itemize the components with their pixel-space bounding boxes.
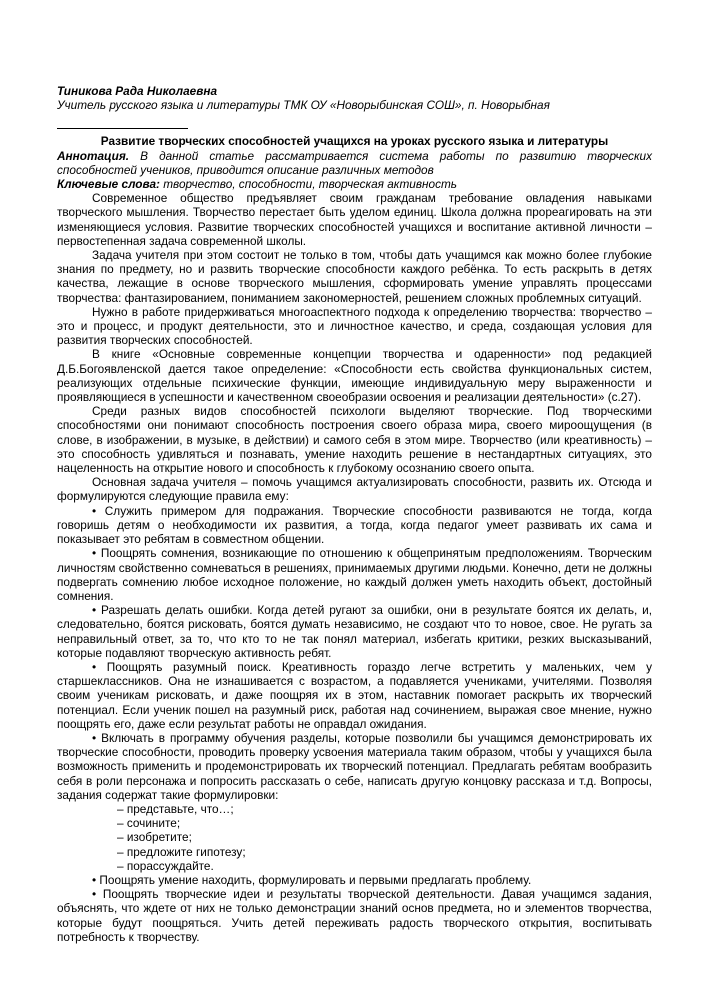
paragraph-5: Среди разных видов способностей психологи выделяют творческие. Под творческими способностями они понимают способность построения своего образа мира, своего мироощущения (в слове, в изображении, в музыке, в действии) и самого себя в этом мире. Творчество (или креативность) – это способность удивляться и познавать, умение находить решение в нестандартных ситуациях, это нацеленность на открытие нового и способность к глубокому осознанию своего опыта. (57, 404, 652, 476)
author-name: Тиникова Рада Николаевна (57, 84, 218, 98)
annotation-line (57, 149, 652, 177)
bullet-paragraph-6: • Поощрять умение находить, формулировать и первыми предлагать проблему. (92, 872, 532, 887)
dash-item-5: – порассуждайте. (117, 858, 214, 873)
bullet-paragraph-2: • Поощрять сомнения, возникающие по отношению к общепринятым предположениям. Творческим личностям свойственно сомневаться в решениях, принимаемых другими людьми. Конечно, дети не должны подвергать сомнению любое исходное положение, но каждый должен уметь находить объект, достойный сомнения. (57, 546, 652, 603)
dash-item-2: – сочините; (117, 816, 181, 831)
paragraph-2: Задача учителя при этом состоит не только в том, чтобы дать учащимся как можно более глубокие знания по предмету, но и развить творческие способности каждого ребёнка. То есть раскрыть в детях качества, лежащие в основе творческого мышления, сформировать умение управлять процессами творчества: фантазированием, пониманием закономерностей, решением сложных проблемных ситуаций. (57, 248, 652, 305)
paragraph-1: Современное общество предъявляет своим гражданам требование овладения навыками творческого мышления. Творчество перестает быть уделом единиц. Школа должна прореагировать на эти изменяющиеся условия. Развитие творческих способностей учащихся и воспитание активной личности – первостепенная задача современной школы. (57, 191, 652, 248)
annotation-label: Аннотация. (57, 148, 130, 163)
bullet-paragraph-5: • Включать в программу обучения разделы, которые позволили бы учащимся демонстрировать их творческие способности, проводить проверку усвоения материала таким образом, чтобы у учащихся была возможность применить и продемонстрировать их творческий потенциал. Предлагать ребятам вообразить себя в роли персонажа и попросить рассказать о себе, написать другую концовку рассказа и т.д. Вопросы, задания содержат такие формулировки: (57, 730, 652, 802)
dash-item-3: – изобретите; (117, 830, 192, 845)
article-title: Развитие творческих способностей учащихся на уроках русского языка и литературы (100, 134, 609, 149)
author-affiliation: Учитель русского языка и литературы ТМК ОУ «Новорыбинская СОШ», п. Новорыбная (57, 98, 550, 113)
dash-item-1: – представьте, что…; (117, 801, 234, 816)
separator-rule (57, 128, 188, 129)
bullet-paragraph-7: • Поощрять творческие идеи и результаты творческой деятельности. Давая учащимся задания, объяснять, что ждете от них не только демонстрации знаний основ предмета, но и элементов творчества, которые будут поощряться. Учить детей переживать радость творческого открытия, воспитывать потребность к творчеству. (57, 887, 652, 944)
dash-item-4: – предложите гипотезу; (117, 844, 246, 859)
bullet-paragraph-4: • Поощрять разумный поиск. Креативность гораздо легче встретить у маленьких, чем у старшеклассников. Она не изнашивается с возрастом, а подавляется учениками, учителями. Позволяя своим ученикам рисковать, и даже поощряя их в этом, наставник помогает раскрыть их творческий потенциал. Если ученик пошел на разумный риск, работая над сочинением, выражая свое мнение, нужно поощрять его, даже если результат работы не оправдал ожидания. (57, 659, 652, 731)
paragraph-3: Нужно в работе придерживаться многоаспектного подхода к определению творчества: творчество – это и процесс, и продукт деятельности, это и личностное качество, и среда, создающая условия для развития творческих способностей. (57, 304, 652, 348)
annotation-text: В данной статье рассматривается система работы по развитию творческих способностей учеников, приводится описание различных методов (57, 148, 652, 177)
paragraph-6: Основная задача учителя – помочь учащимся актуализировать способности, развить их. Отсюда и формулируются следующие правила ему: (57, 475, 652, 504)
bullet-paragraph-3: • Разрешать делать ошибки. Когда детей ругают за ошибки, они в результате боятся их делать, и, следовательно, боятся рисковать, боятся думать независимо, не создают что то новое, свое. Не ругать за неправильный ответ, за то, что кто то не так понял материал, избегать критики, резких высказываний, которые подавляют творческую активность ребят. (57, 603, 652, 660)
dash-list (117, 802, 652, 873)
paragraph-4: В книге «Основные современные концепции творчества и одаренности» под редакцией Д.Б.Богоявленской дается такое определение: «Способности есть свойства функциональных систем, реализующих отдельные психические функции, имеющие индивидуальную меру выраженности и проявляющиеся в успешности и качественном своеобразии освоения и реализации деятельности» (с.27). (57, 347, 652, 405)
keywords-label: Ключевые слова: (57, 177, 160, 192)
bullet-paragraph-1: • Служить примером для подражания. Творческие способности развиваются не тогда, когда говоришь детям о необходимости их развития, а тогда, когда педагог умеет развивать их сама и показывает это ребятам в совместном общении. (57, 503, 652, 547)
keywords-text: творчество, способности, творческая активность (163, 177, 457, 192)
keywords-line (57, 177, 652, 191)
